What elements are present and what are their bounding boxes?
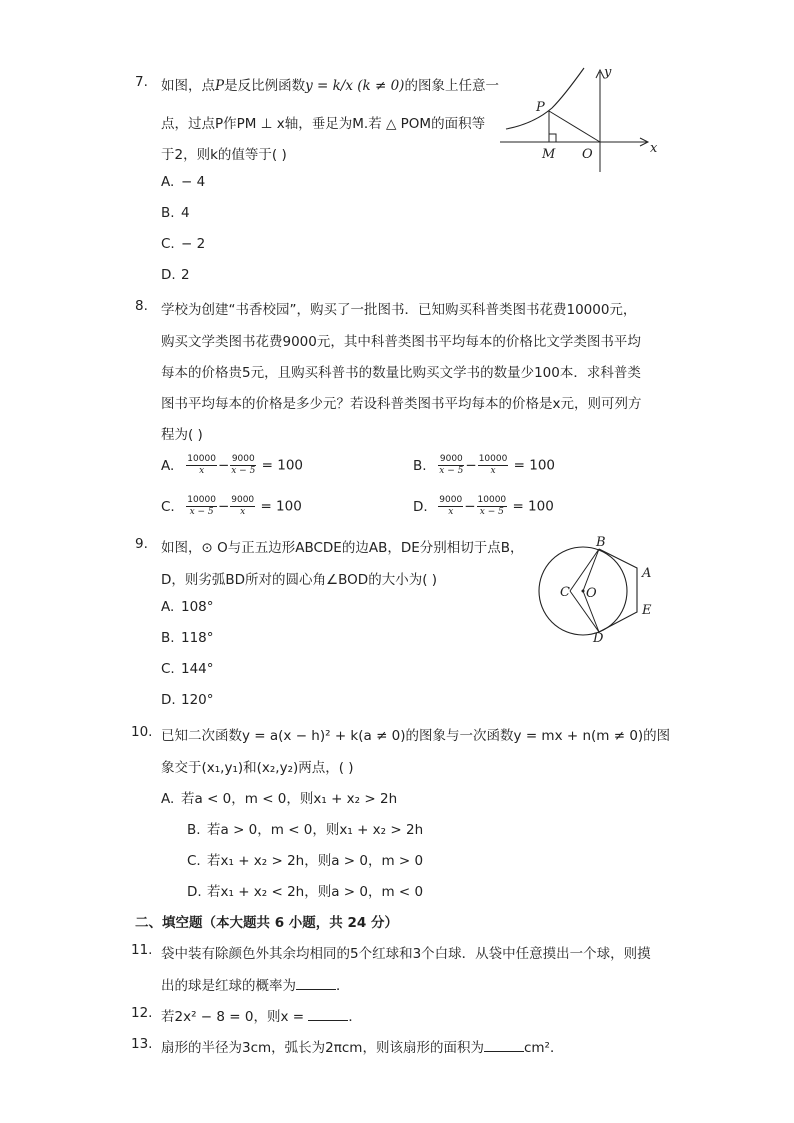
- label-x: x: [650, 141, 658, 156]
- segment-cb: [570, 549, 599, 591]
- segment-ob: [583, 549, 599, 591]
- q11-line2: 出的球是红球的概率为 ．: [161, 978, 350, 994]
- q8-option-a[interactable]: A. $\frac{10000}{x}$ − $\frac{9000}{x - 5}$ = 100: [161, 454, 303, 476]
- q7-function: y = k/x (k ≠ 0): [305, 78, 405, 94]
- q10-option-a[interactable]: A. 若a < 0，m < 0，则x₁ + x₂ > 2h: [161, 791, 398, 807]
- q13-answer-blank[interactable]: [484, 1039, 524, 1052]
- q13-line: 扇形的半径为3cm，弧长为2πcm，则该扇形的面积为 cm²．: [161, 1040, 564, 1056]
- label-m: M: [542, 147, 556, 162]
- label-p: P: [536, 100, 545, 115]
- q12-number: 12.: [131, 1005, 153, 1021]
- label-o: O: [586, 586, 597, 601]
- q10-line1: 已知二次函数y = a(x − h)² + k(a ≠ 0)的图象与一次函数y = mx + n(m ≠ 0)的图: [161, 728, 671, 744]
- q9-option-b[interactable]: B. 118°: [161, 630, 214, 646]
- q8-option-b[interactable]: B. $\frac{9000}{x - 5}$ − $\frac{10000}{x}$ = 100: [413, 454, 555, 476]
- q8-line3: 每本的价格贵5元，且购买科普书的数量比购买文学书的数量少100本．求科普类: [161, 365, 641, 381]
- q8-option-d[interactable]: D. $\frac{9000}{x}$ − $\frac{10000}{x - 5}$ = 100: [413, 495, 554, 517]
- q11-line1: 袋中装有除颜色外其余均相同的5个红球和3个白球．从袋中任意摸出一个球，则摸: [161, 946, 651, 962]
- q7-line2: 点，过点P作PM ⊥ x轴，垂足为M.若 △ POM的面积等: [161, 116, 486, 132]
- q10-option-c[interactable]: C. 若x₁ + x₂ > 2h，则a > 0，m > 0: [187, 853, 424, 869]
- q7-number: 7.: [135, 74, 148, 90]
- q8-line1: 学校为创建“书香校园”，购买了一批图书．已知购买科普类图书花费10000元，: [161, 302, 637, 318]
- q7-option-a[interactable]: A. − 4: [161, 174, 206, 190]
- label-o: O: [582, 147, 593, 162]
- q9-figure: [530, 534, 662, 646]
- q11-answer-blank[interactable]: [296, 977, 336, 990]
- q8-line4: 图书平均每本的价格是多少元？若设科普类图书平均每本的价格是x元，则可列方: [161, 396, 642, 412]
- q9-option-a[interactable]: A. 108°: [161, 599, 214, 615]
- q9-line2: D，则劣弧BD所对的圆心角∠BOD的大小为( ): [161, 572, 438, 588]
- label-e: E: [642, 603, 652, 618]
- q10-line2: 象交于(x₁,y₁)和(x₂,y₂)两点，( ): [161, 760, 354, 776]
- q9-line1: 如图，⊙ O与正五边形ABCDE的边AB，DE分别相切于点B，: [161, 540, 524, 556]
- segment-po: [549, 111, 600, 142]
- q10-option-d[interactable]: D. 若x₁ + x₂ < 2h，则a > 0，m < 0: [187, 884, 424, 900]
- q8-line5: 程为( ): [161, 427, 203, 443]
- label-a: A: [642, 566, 652, 581]
- q12-answer-blank[interactable]: [308, 1008, 348, 1021]
- q13-number: 13.: [131, 1036, 153, 1052]
- q9-number: 9.: [135, 536, 148, 552]
- q7-figure: [500, 64, 665, 176]
- label-b: B: [596, 535, 606, 550]
- right-angle-mark: [549, 134, 556, 142]
- q11-number: 11.: [131, 942, 153, 958]
- pentagon-edges: [599, 549, 637, 632]
- label-d: D: [593, 631, 604, 646]
- q12-line: 若2x² − 8 = 0，则x = ．: [161, 1009, 362, 1025]
- q8-line2: 购买文学类图书花费9000元，其中科普类图书平均每本的价格比文学类图书平均: [161, 334, 641, 350]
- q8-option-c[interactable]: C. $\frac{10000}{x - 5}$ − $\frac{9000}{x}$ = 100: [161, 495, 302, 517]
- q9-option-d[interactable]: D. 120°: [161, 692, 214, 708]
- q8-number: 8.: [135, 298, 148, 314]
- label-c: C: [560, 585, 570, 600]
- q7-line1: 如图，点P是反比例函数y = k/x (k ≠ 0)的图象上任意一: [161, 78, 499, 94]
- hyperbola-curve: [506, 68, 584, 129]
- q7-option-b[interactable]: B. 4: [161, 205, 190, 221]
- q9-option-c[interactable]: C. 144°: [161, 661, 214, 677]
- section-2-title: 二、填空题（本大题共 6 小题，共 24 分）: [135, 915, 398, 931]
- label-y: y: [604, 65, 612, 80]
- center-dot: [582, 590, 585, 593]
- q7-option-d[interactable]: D. 2: [161, 267, 190, 283]
- q10-option-b[interactable]: B. 若a > 0，m < 0，则x₁ + x₂ > 2h: [187, 822, 424, 838]
- q7-line3: 于2，则k的值等于( ): [161, 147, 287, 163]
- q7-option-c[interactable]: C. − 2: [161, 236, 206, 252]
- q10-number: 10.: [131, 724, 153, 740]
